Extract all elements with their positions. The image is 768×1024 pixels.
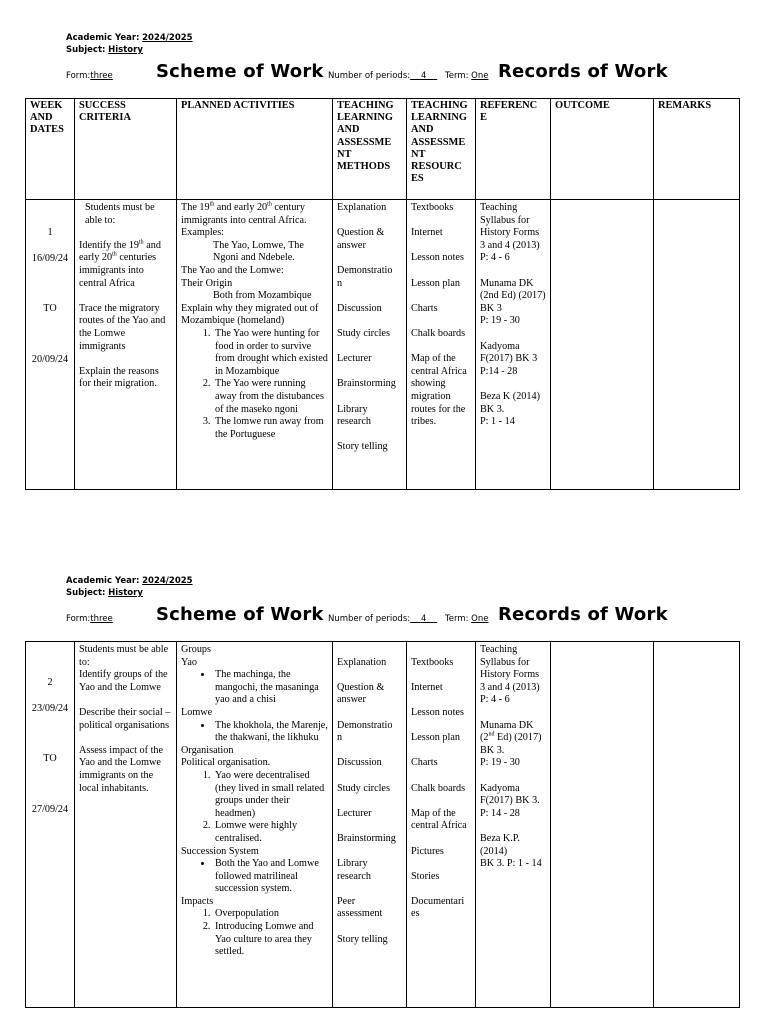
methods-cell [333, 200, 407, 490]
method-item: Discussion [337, 302, 382, 314]
term-value: One [471, 71, 489, 81]
reference-item: Teaching Syllabus for History Forms 3 and 4 (2013) [480, 202, 540, 251]
resource-item: Chalk boards [411, 327, 466, 339]
activities-heading: Lomwe [181, 706, 213, 718]
academic-year-label: Academic Year: [66, 576, 140, 586]
subject-line [66, 588, 143, 598]
resource-item: Textbooks [411, 656, 454, 668]
periods-field [328, 71, 437, 81]
col-week-dates: WEEK AND DATES [26, 99, 75, 200]
term-value: One [471, 614, 489, 624]
reference-item: Teaching Syllabus for History Forms 3 and 4 (2013) [480, 644, 540, 693]
academic-year-label: Academic Year: [66, 33, 140, 43]
col-outcome: OUTCOME [551, 99, 654, 200]
col-remarks: REMARKS [654, 99, 740, 200]
criteria-intro: Students must be able to: [85, 202, 155, 226]
scheme-table-week1 [25, 98, 740, 490]
method-item: Study circles [337, 327, 390, 339]
method-item: Story telling [337, 933, 388, 945]
week-end-date: 20/09/24 [31, 353, 69, 365]
method-item: Question & answer [337, 681, 385, 706]
remarks-cell [654, 642, 740, 1008]
criteria-item: Identify groups of the Yao and the Lomwe [79, 669, 168, 693]
resources-cell [407, 200, 476, 490]
method-item: Story telling [337, 441, 388, 453]
activities-origin: Both from Mozambique [213, 290, 312, 302]
method-item: Brainstorming [337, 378, 396, 390]
subject-value: History [108, 588, 143, 598]
yao-groups-list [181, 669, 328, 707]
activities-heading: Groups [181, 644, 211, 655]
week-end-date: 27/09/24 [31, 803, 69, 815]
reasons-list [181, 328, 328, 441]
records-title: Records of Work [498, 604, 668, 625]
resource-item: Internet [411, 227, 443, 239]
activities-heading: The Yao and the Lomwe: [181, 264, 284, 276]
method-item: Library research [337, 403, 371, 428]
form-value: three [90, 614, 113, 624]
activities-heading: Succession System [181, 845, 259, 857]
reference-pages: P: 1 - 14 [480, 416, 515, 428]
resource-item: Lesson notes [411, 252, 464, 264]
criteria-item: Identify the 19th and early 20th centuries immigrants into central Africa [79, 239, 161, 289]
method-item: Demonstratio n [337, 719, 393, 744]
resource-item: Documentari es [411, 895, 465, 920]
criteria-item: Assess impact of the Yao and the Lomwe immigrants on the local inhabitants. [79, 744, 164, 794]
periods-value: 4 [420, 71, 427, 81]
success-criteria-cell [75, 200, 177, 490]
week-to: TO [43, 753, 57, 765]
criteria-item: Describe their social – political organisations [79, 706, 171, 731]
list-item: 2. Lomwe were highly centralised. [213, 820, 328, 845]
list-item: 1. Overpopulation [213, 908, 328, 921]
activities-heading: Organisation [181, 744, 234, 756]
method-item: Explanation [337, 656, 387, 668]
method-item: Lecturer [337, 807, 372, 819]
list-item: • The khokhola, the Marenje, the thakwani, the likhuku [213, 720, 328, 745]
list-item: • Both the Yao and Lomwe followed matrilineal succession system. [213, 858, 328, 896]
table-row-week1 [26, 200, 740, 490]
subject-label: Subject: [66, 588, 106, 598]
list-item: 1. The Yao were hunting for food in order to survive from drought which existed in Mozambique [213, 328, 328, 378]
resource-item: Charts [411, 302, 438, 314]
col-planned-activities: PLANNED ACTIVITIES [177, 99, 333, 200]
subject-value: History [108, 45, 143, 55]
week-to: TO [43, 303, 57, 315]
outcome-cell [551, 642, 654, 1008]
reference-pages: P: 19 - 30 [480, 315, 520, 327]
activities-examples: The Yao, Lomwe, The Ngoni and Ndebele. [213, 239, 304, 264]
method-item: Question & answer [337, 227, 385, 251]
resource-item: Map of the central Africa showing migration routes for the tribes. [411, 353, 467, 428]
list-item: • The machinga, the mangochi, the masaninga yao and a chisi [213, 669, 328, 707]
remarks-cell [654, 200, 740, 490]
records-title: Records of Work [498, 61, 668, 82]
resource-item: Lesson notes [411, 706, 464, 718]
activities-heading: Impacts [181, 895, 214, 907]
academic-year-value: 2024/2025 [142, 33, 193, 43]
col-resources: TEACHING LEARNING AND ASSESSME NT RESOURC ES [407, 99, 476, 200]
activities-heading: Their Origin [181, 277, 233, 289]
criteria-item: Trace the migratory routes of the Yao and the Lomwe immigrants [79, 302, 166, 352]
form-field [66, 71, 113, 81]
periods-value: 4 [420, 614, 427, 624]
reference-pages: P: 4 - 6 [480, 694, 510, 706]
reference-pages: P:14 - 28 [480, 365, 518, 377]
week-dates-cell [26, 642, 75, 1008]
method-item: Study circles [337, 782, 390, 794]
method-item: Discussion [337, 757, 382, 769]
term-label: Term: [445, 614, 469, 624]
reference-item: Beza K.P. (2014) [480, 832, 520, 857]
resource-item: Textbooks [411, 202, 454, 213]
resource-item: Map of the central Africa [411, 807, 467, 832]
list-item: 1. Yao were decentralised (they lived in small related groups under their headmen) [213, 770, 328, 820]
reference-item: Munama DK (2nd Ed) (2017) BK 3. [480, 719, 542, 756]
impacts-list [181, 908, 328, 958]
term-field [445, 614, 488, 624]
list-item: 2. Introducing Lomwe and Yao culture to area they settled. [213, 921, 328, 959]
reference-item: Kadyoma F(2017) BK 3 [480, 340, 538, 365]
methods-cell [333, 642, 407, 1008]
form-field [66, 614, 113, 624]
outcome-cell [551, 200, 654, 490]
academic-year-line [66, 33, 193, 43]
resource-item: Internet [411, 681, 443, 693]
resource-item: Lesson plan [411, 732, 460, 744]
planned-activities-cell [177, 200, 333, 490]
form-line [66, 604, 706, 630]
criteria-intro: Students must be able to: [79, 644, 169, 668]
method-item: Demonstratio n [337, 264, 393, 289]
succession-list [181, 858, 328, 896]
method-item: Library research [337, 858, 371, 882]
col-reference: REFERENC E [476, 99, 551, 200]
activities-intro: The 19th and early 20th century immigrants into central Africa. [181, 201, 307, 226]
activities-explain: Explain why they migrated out of Mozambique (homeland) [181, 302, 319, 327]
planned-activities-cell [177, 642, 333, 1008]
form-value: three [90, 71, 113, 81]
week-number: 1 [47, 227, 53, 238]
political-list [181, 770, 328, 846]
form-label: Form: [66, 614, 91, 624]
reference-item: Munama DK (2nd Ed) (2017) BK 3 [480, 277, 546, 314]
activities-examples-label: Examples: [181, 227, 225, 239]
week-number: 2 [47, 677, 53, 688]
academic-year-value: 2024/2025 [142, 576, 193, 586]
method-item: Brainstorming [337, 832, 396, 844]
subject-label: Subject: [66, 45, 106, 55]
form-line [66, 61, 706, 87]
reference-pages: P: 19 - 30 [480, 757, 520, 769]
week-start-date: 23/09/24 [31, 702, 69, 714]
reference-cell [476, 200, 551, 490]
list-item: 3. The lomwe run away from the Portuguese [213, 416, 328, 441]
col-methods: TEACHING LEARNING AND ASSESSME NT METHODS [333, 99, 407, 200]
reference-pages: BK 3. P: 1 - 14 [480, 858, 542, 870]
resource-item: Chalk boards [411, 782, 466, 794]
resources-cell [407, 642, 476, 1008]
lomwe-groups-list [181, 720, 328, 745]
periods-label: Number of periods: [328, 71, 411, 81]
resource-item: Lesson plan [411, 277, 460, 289]
reference-cell [476, 642, 551, 1008]
resource-item: Pictures [411, 845, 444, 857]
scheme-title: Scheme of Work [156, 61, 324, 82]
term-field [445, 71, 488, 81]
form-label: Form: [66, 71, 91, 81]
scheme-title: Scheme of Work [156, 604, 324, 625]
periods-field [328, 614, 437, 624]
reference-pages: P: 4 - 6 [480, 252, 510, 264]
week-start-date: 16/09/24 [31, 252, 69, 264]
activities-heading: Political organisation. [181, 757, 271, 769]
table-header-row [26, 99, 740, 200]
scheme-table-week2 [25, 641, 740, 1008]
method-item: Peer assessment [337, 895, 383, 920]
success-criteria-cell [75, 642, 177, 1008]
reference-item: Kadyoma F(2017) BK 3. P: 14 - 28 [480, 782, 540, 819]
col-success-criteria: SUCCESS CRITERIA [75, 99, 177, 200]
reference-item: Beza K (2014) BK 3. [480, 390, 540, 415]
resource-item: Stories [411, 870, 440, 882]
term-label: Term: [445, 71, 469, 81]
periods-label: Number of periods: [328, 614, 411, 624]
week-dates-cell [26, 200, 75, 490]
method-item: Lecturer [337, 353, 372, 365]
academic-year-line [66, 576, 193, 586]
subject-line [66, 45, 143, 55]
table-row-week2 [26, 642, 740, 1008]
resource-item: Charts [411, 757, 438, 769]
list-item: 2. The Yao were running away from the distubances of the maseko ngoni [213, 378, 328, 416]
method-item: Explanation [337, 202, 387, 213]
activities-heading: Yao [181, 656, 197, 668]
criteria-item: Explain the reasons for their migration. [79, 365, 159, 390]
